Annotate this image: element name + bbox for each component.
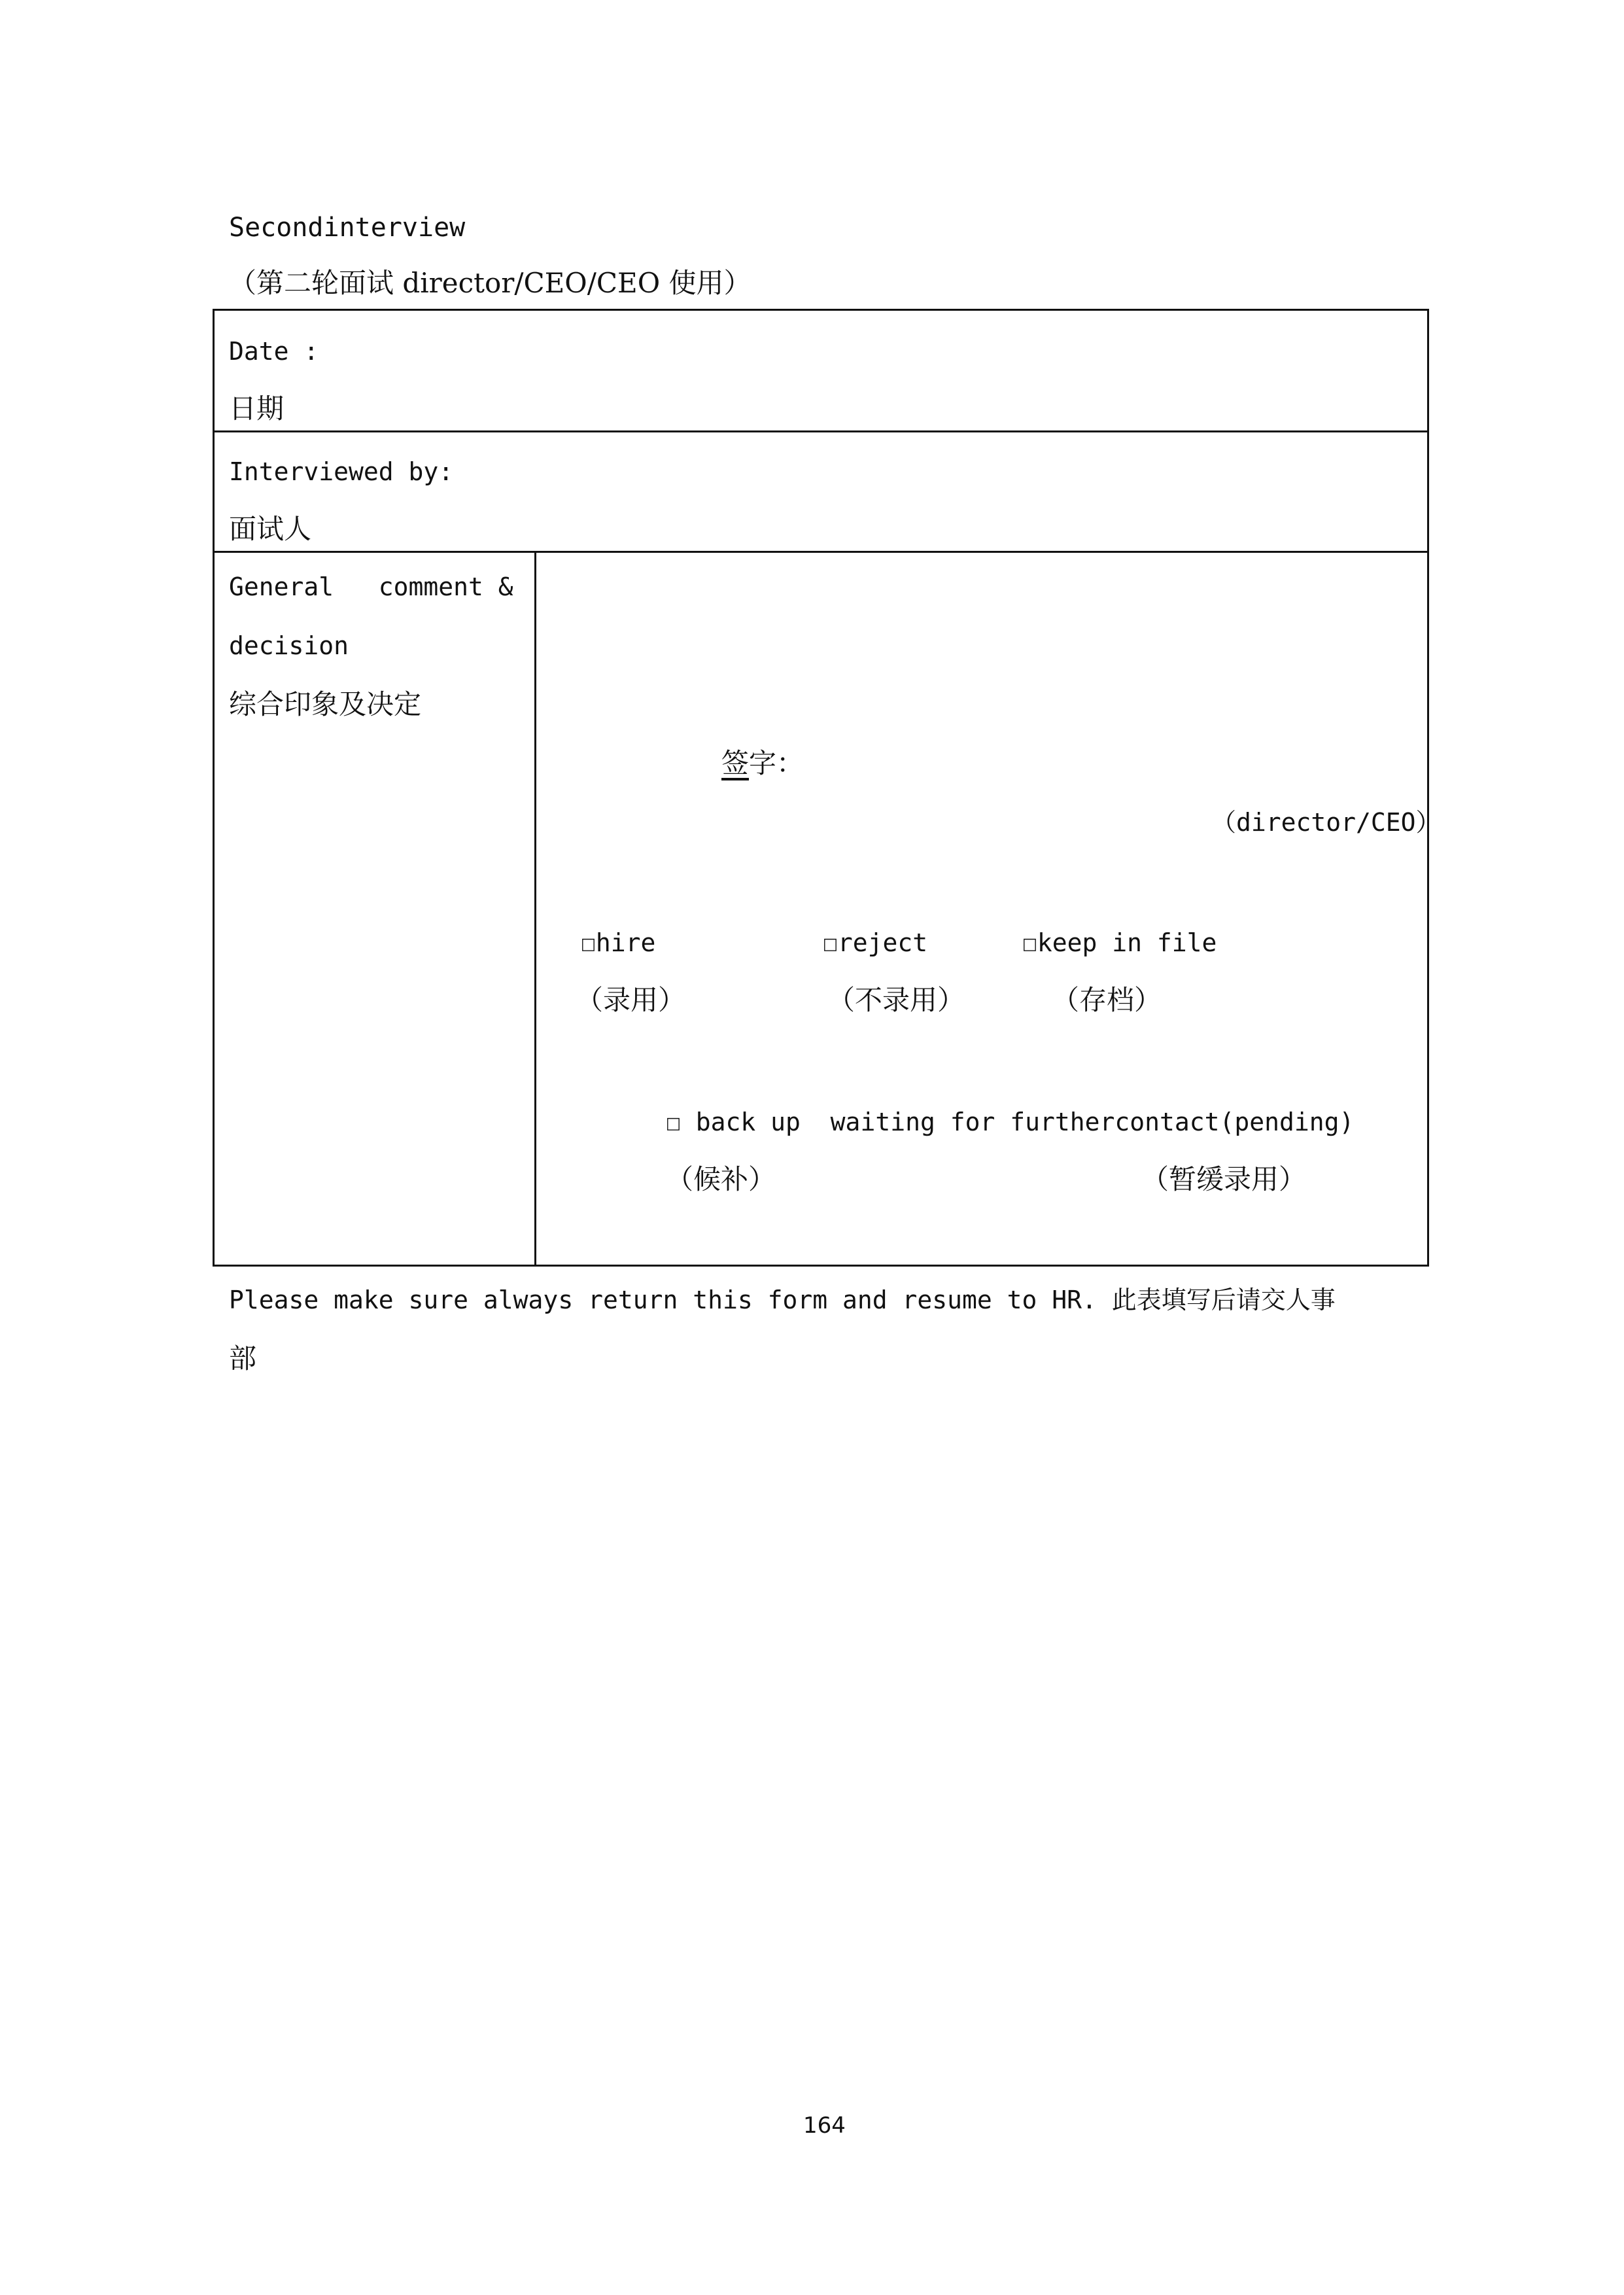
keep-cn-label: （存档） xyxy=(1052,984,1162,1016)
keep-option[interactable] xyxy=(1022,930,1217,955)
signature-label xyxy=(721,747,804,779)
table-top-border xyxy=(213,309,1429,311)
footer-note-line1: Please make sure always return this form and resume to HR. 此表填写后请交人事 xyxy=(229,1286,1336,1314)
footer-note-line2: 部 xyxy=(229,1342,257,1375)
reject-cn-label: （不录用） xyxy=(827,984,965,1016)
hire-label: hire xyxy=(595,928,656,957)
signature-role: （director/CEO） xyxy=(1211,808,1441,837)
backup-checkbox[interactable]: ☐ xyxy=(666,1108,681,1136)
date-label-en: Date : xyxy=(229,337,319,366)
signature-field[interactable] xyxy=(804,743,1393,788)
interviewer-label-en: Interviewed by: xyxy=(229,457,454,486)
comment-field[interactable] xyxy=(543,559,1419,729)
table-row-divider-2 xyxy=(213,551,1429,553)
interviewer-field[interactable] xyxy=(497,451,1413,543)
hire-cn-label: （录用） xyxy=(576,984,686,1016)
table-bottom-border xyxy=(213,1265,1429,1267)
table-row-divider-1 xyxy=(213,430,1429,432)
hire-option[interactable] xyxy=(581,930,655,955)
page-number: 164 xyxy=(803,2112,846,2139)
table-left-border xyxy=(213,309,215,1267)
general-label-en-1: General comment & xyxy=(229,572,513,601)
table-column-divider xyxy=(534,551,536,1267)
form-subtitle: （第二轮面试 director/CEO/CEO 使用） xyxy=(229,267,752,299)
interviewer-label-cn: 面试人 xyxy=(229,513,312,545)
reject-option[interactable] xyxy=(823,930,927,955)
signature-label-rest: 字： xyxy=(749,747,804,779)
date-label-cn: 日期 xyxy=(229,393,285,425)
table-right-border xyxy=(1427,309,1429,1267)
hire-checkbox[interactable]: ☐ xyxy=(581,928,596,957)
date-field[interactable] xyxy=(366,327,1413,425)
backup-label: back up waiting for furthercontact(pending) xyxy=(695,1108,1355,1136)
reject-checkbox[interactable]: ☐ xyxy=(823,928,838,957)
keep-label: keep in file xyxy=(1037,928,1217,957)
general-label-cn: 综合印象及决定 xyxy=(229,688,422,720)
form-title: Secondinterview xyxy=(229,213,466,243)
backup-cn-right: （暂缓录用） xyxy=(1141,1163,1307,1195)
backup-option[interactable] xyxy=(666,1110,1354,1134)
signature-label-underlined: 签 xyxy=(721,747,750,779)
general-label-en-2: decision xyxy=(229,631,349,660)
backup-cn-left: （候补） xyxy=(666,1163,776,1195)
keep-checkbox[interactable]: ☐ xyxy=(1022,928,1037,957)
reject-label: reject xyxy=(837,928,928,957)
